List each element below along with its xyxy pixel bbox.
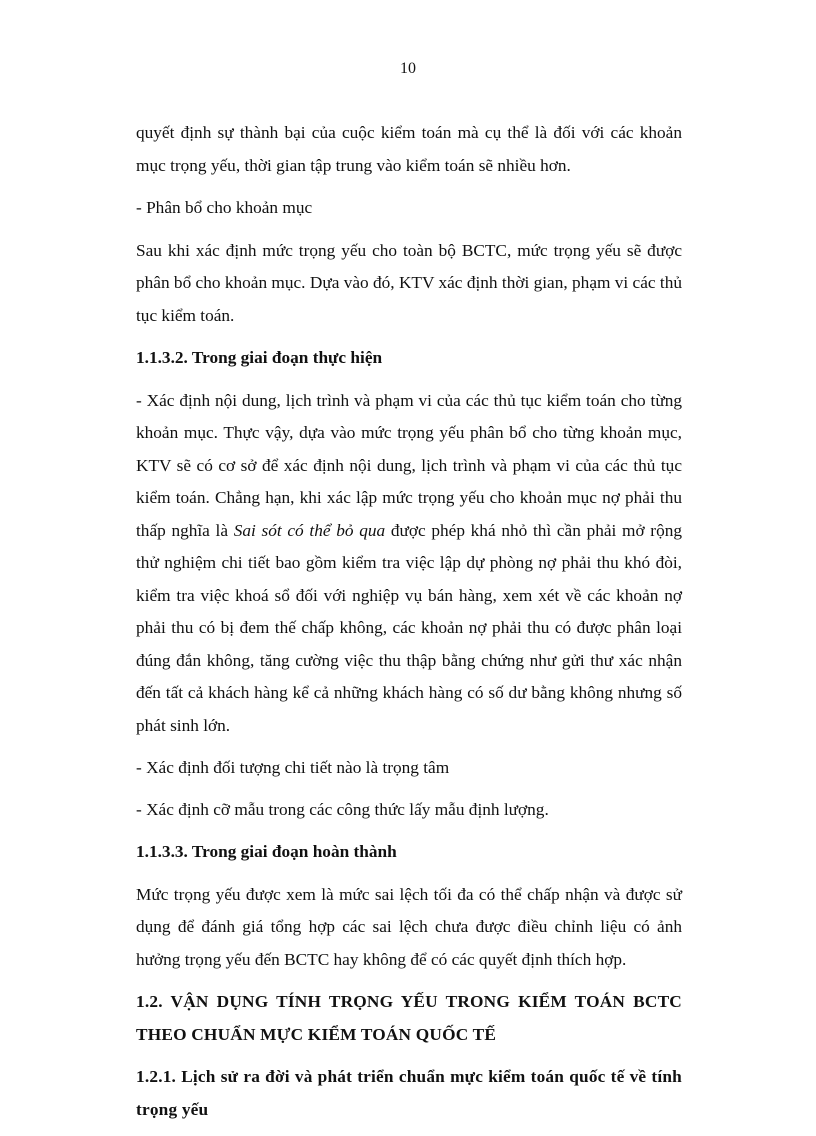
- page-number: 10: [400, 60, 416, 77]
- chapter-heading-1-2: 1.2. VẬN DỤNG TÍNH TRỌNG YẾU TRONG KIỂM TOÁN BCTC THEO CHUẨN MỰC KIỂM TOÁN QUỐC TẾ: [136, 992, 682, 1044]
- paragraph-execution-text-2: được phép khá nhỏ thì cần phải mở rộng thử nghiệm chi tiết bao gồm kiểm tra việc lập dự phòng nợ phải thu khó đòi, kiểm tra việc khoá sổ đối với nghiệp vụ bán hàng, xem xét về các khoản nợ phải thu có bị đem thế chấp không, các khoản nợ phải thu có được phân loại đúng đắn không, tăng cường việc thu thập bằng chứng như gửi thư xác nhận đến tất cả khách hàng kể cả những khách hàng có số dư bằng không nhưng số phát sinh lớn.: [136, 520, 682, 735]
- section-heading-1-1-3-3: 1.1.3.3. Trong giai đoạn hoàn thành: [136, 842, 397, 861]
- italic-term: Sai sót có thể bỏ qua: [233, 520, 386, 540]
- paragraph-execution-phase: [136, 385, 682, 743]
- paragraph-continuation: quyết định sự thành bại của cuộc kiểm toán mà cụ thể là đối với các khoản mục trọng yếu, thời gian tập trung vào kiểm toán sẽ nhiều hơn.: [136, 123, 682, 175]
- bullet-focus-object: - Xác định đối tượng chi tiết nào là trọng tâm: [136, 758, 450, 777]
- paragraph-execution-text-1: - Xác định nội dung, lịch trình và phạm vi của các thủ tục kiểm toán cho từng khoản mục. Thực vậy, dựa vào mức trọng yếu phân bổ cho từng khoản mục, KTV sẽ có cơ sở để xác định nội dung, lịch trình và phạm vi của các thủ tục kiểm toán. Chẳng hạn, khi xác lập mức trọng yếu cho khoản mục nợ phải thu thấp nghĩa là: [136, 390, 682, 540]
- bullet-allocation: - Phân bổ cho khoản mục: [136, 198, 313, 217]
- paragraph-completion-phase: Mức trọng yếu được xem là mức sai lệch tối đa có thể chấp nhận và được sử dụng để đánh giá tổng hợp các sai lệch chưa được điều chỉnh liệu có ảnh hưởng trọng yếu đến BCTC hay không để có các quyết định thích hợp.: [136, 884, 682, 969]
- document-body: [136, 117, 682, 1136]
- section-heading-1-1-3-2: 1.1.3.2. Trong giai đoạn thực hiện: [136, 348, 383, 367]
- section-heading-1-2-1: 1.2.1. Lịch sử ra đời và phát triển chuẩn mực kiểm toán quốc tế về tính trọng yếu: [136, 1067, 682, 1119]
- paragraph-allocation: Sau khi xác định mức trọng yếu cho toàn bộ BCTC, mức trọng yếu sẽ được phân bổ cho khoản mục. Dựa vào đó, KTV xác định thời gian, phạm vi các thủ tục kiểm toán.: [136, 240, 682, 325]
- bullet-sample-size: - Xác định cỡ mẫu trong các công thức lấy mẫu định lượng.: [136, 799, 549, 819]
